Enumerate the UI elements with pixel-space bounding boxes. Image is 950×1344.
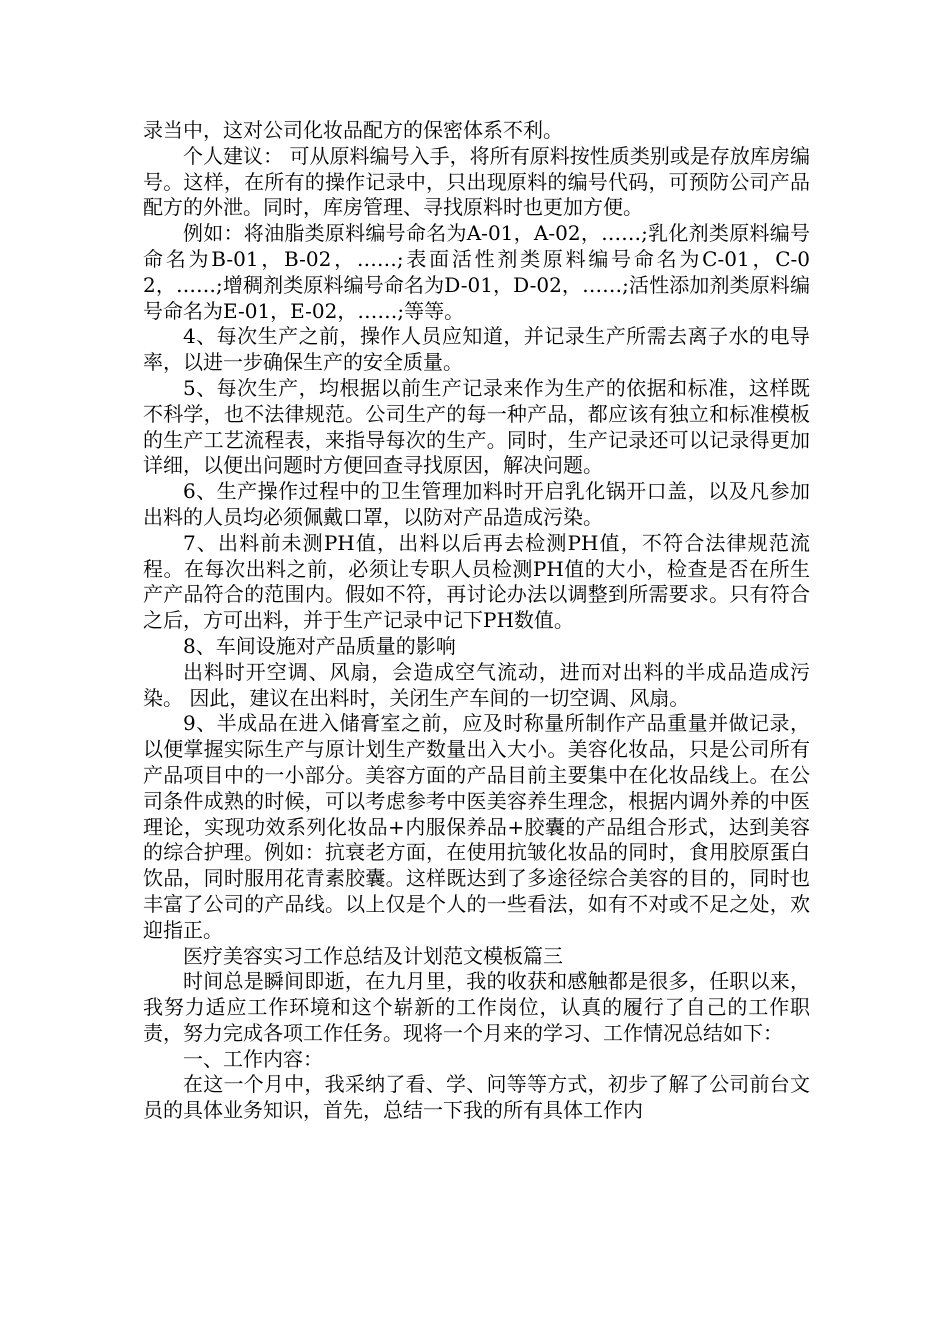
paragraph-5: 5、每次生产，均根据以前生产记录来作为生产的依据和标准，这样既不科学，也不法律规范。公司生产的每一种产品，都应该有独立和标准模板的生产工艺流程表，来指导每次的生产。同时，生产记录还可以记录得更加详细，以便出问题时方便回查寻找原因，解决问题。 — [143, 375, 810, 478]
paragraph-1: 录当中，这对公司化妆品配方的保密体系不利。 — [143, 118, 563, 142]
paragraph-4: 4、每次生产之前，操作人员应知道，并记录生产所需去离子水的电导率，以进一步确保生产的安全质量。 — [143, 324, 810, 375]
section-heading-work-content: 一、工作内容： — [183, 1046, 323, 1071]
section-heading-part-three: 医疗美容实习工作总结及计划范文模板篇三 — [183, 943, 563, 968]
paragraph-6: 6、生产操作过程中的卫生管理加料时开启乳化锅开口盖，以及凡参加出料的人员均必须佩戴口罩，以防对产品造成污染。 — [143, 479, 810, 529]
paragraph-7: 7、出料前未测PH值，出料以后再去检测PH值，不符合法律规范流程。在每次出料之前，必须让专职人员检测PH值的大小，检查是否在所生产产品符合的范围内。假如不符，再讨论办法以调整到所需要求。只有符合之后，方可出料，并于生产记录中记下PH数值。 — [143, 530, 810, 633]
document-page — [143, 118, 810, 1124]
paragraph-8: 8、车间设施对产品质量的影响 — [183, 633, 456, 658]
paragraph-12: 时间总是瞬间即逝，在九月里，我的收获和感触都是很多，任职以来，我努力适应工作环境和这个崭新的工作岗位，认真的履行了自己的工作职责，努力完成各项工作任务。现将一个月来的学习、工作情况总结如下： — [143, 969, 810, 1045]
paragraph-9: 出料时开空调、风扇，会造成空气流动，进而对出料的半成品造成污染。 因此，建议在出料时，关闭生产车间的一切空调、风扇。 — [143, 659, 810, 710]
paragraph-2: 个人建议： 可从原料编号入手，将所有原料按性质类别或是存放库房编号。这样，在所有的操作记录中，只出现原料的编号代码，可预防公司产品配方的外泄。同时，库房管理、寻找原料时也更加方便。 — [143, 143, 810, 220]
paragraph-10: 9、半成品在进入储膏室之前，应及时称量所制作产品重量并做记录，以便掌握实际生产与原计划生产数量出入大小。美容化妆品，只是公司所有产品项目中的一小部分。美容方面的产品目前主要集中在化妆品线上。在公司条件成熟的时候，可以考虑参考中医美容养生理念，根据内调外养的中医理论，实现功效系列化妆品+内服保养品+胶囊的产品组合形式，达到美容的综合护理。例如：抗衰老方面，在使用抗皱化妆品的同时，食用胶原蛋白饮品，同时服用花青素胶囊。这样既达到了多途径综合美容的目的，同时也丰富了公司的产品线。以上仅是个人的一些看法，如有不对或不足之处，欢迎指正。 — [143, 711, 810, 942]
paragraph-14: 在这一个月中，我采纳了看、学、问等等方式，初步了解了公司前台文员的具体业务知识，首先，总结一下我的所有具体工作内 — [143, 1072, 810, 1123]
paragraph-3: 例如：将油脂类原料编号命名为A-01，A-02，……;乳化剂类原料编号命名为B-01，B-02，……;表面活性剂类原料编号命名为C-01，C-02，……;增稠剂类原料编号命名为D-01，D-02，……;活性添加剂类原料编号命名为E-01，E-02，……;等等。 — [143, 221, 810, 323]
